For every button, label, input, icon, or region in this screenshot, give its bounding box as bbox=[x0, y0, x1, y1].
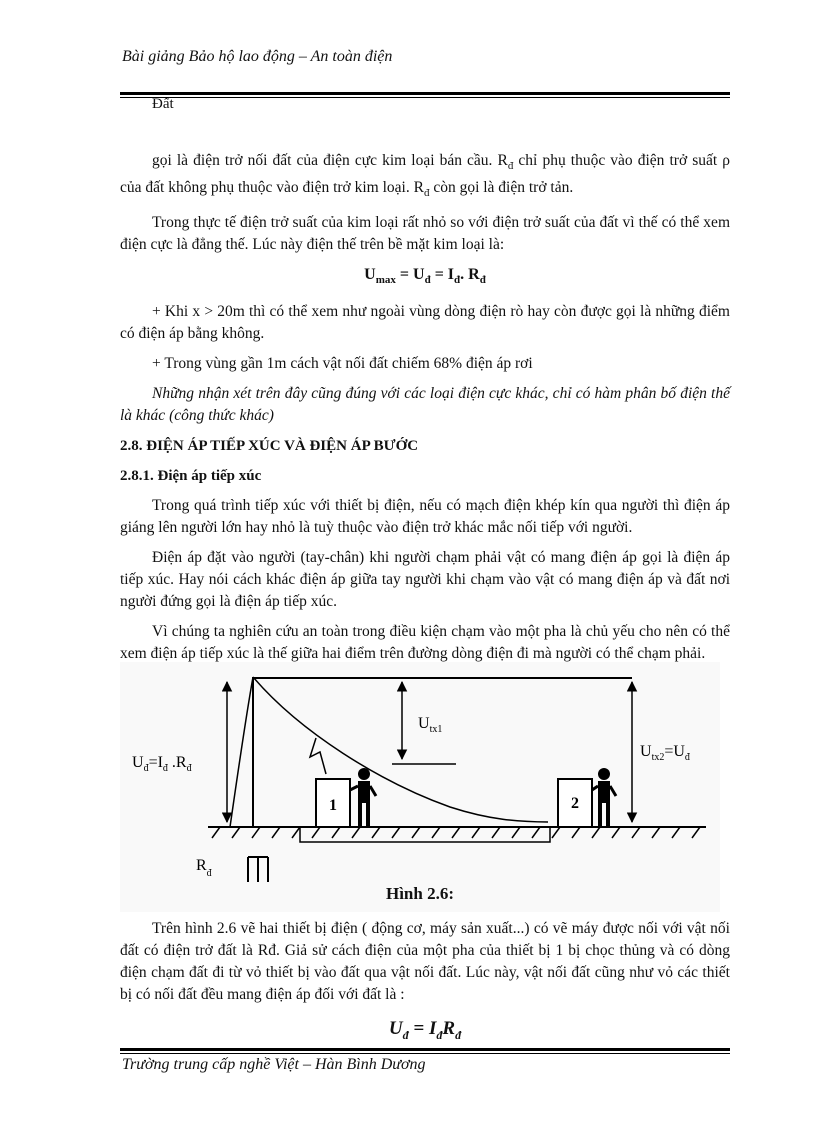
paragraph-8: Vì chúng ta nghiên cứu an toàn trong điều kiện chạm vào một pha là chủ yếu cho nên có thể xem điện áp tiếp xúc là thế giữa hai điểm trên đường dòng điện đi mà người có thể chạm phải. bbox=[120, 623, 730, 663]
page-header: Bài giảng Bảo hộ lao động – An toàn điện bbox=[122, 48, 393, 65]
subsection-heading: 2.8.1. Điện áp tiếp xúc bbox=[120, 468, 262, 485]
ground-electrodes bbox=[248, 857, 268, 882]
figure-diagram bbox=[120, 662, 720, 912]
device-1-label: 1 bbox=[329, 797, 337, 814]
paragraph-5: Những nhận xét trên đây cũng đúng với các loại điện cực khác, chỉ có hàm phân bố điện thế là khác (công thức khác) bbox=[120, 385, 730, 425]
paragraph-3: + Khi x > 20m thì có thể xem như ngoài vùng dòng điện rò hay còn được gọi là những điểm có điện áp bằng không. bbox=[120, 303, 730, 343]
ground-hatching bbox=[212, 827, 700, 838]
section-heading: 2.8. ĐIỆN ÁP TIẾP XÚC VÀ ĐIỆN ÁP BƯỚC bbox=[120, 438, 419, 455]
paragraph-1: gọi là điện trở nối đất của điện cực kim loại bán cầu. $R_đ$ chỉ phụ thuộc vào điện trở suất ρ của đất không phụ thuộc vào điện trở kim loại. $R_đ$ còn gọi là điện trở tản. bbox=[120, 152, 730, 200]
label-utx2: $U_{tx2}=U_đ$ bbox=[640, 743, 690, 763]
paragraph-6: Trong quá trình tiếp xúc với thiết bị điện, nếu có mạch điện khép kín qua người thì điện áp giáng lên người lớn hay nhỏ là tuỳ thuộc vào điện trở khác mắc nối tiếp với người. bbox=[120, 497, 730, 537]
header-rule bbox=[120, 92, 730, 95]
paragraph-9: Trên hình 2.6 vẽ hai thiết bị điện ( động cơ, máy sản xuất...) có vẽ máy được nối với vật nối đất có điện trở đất là Rđ. Giả sử cách điện của một pha của thiết bị 1 bị chọc thủng và có dòng điện chạm đất đi từ vỏ thiết bị vào đất qua vật nối đất. Lúc này, vật nối đất cũng như vỏ các thiết bị có nối đất đều mang điện áp đối với đất là : bbox=[120, 920, 730, 1003]
figure-caption: Hình 2.6: bbox=[385, 884, 455, 903]
label-utx1: $U_{tx1}$ bbox=[418, 715, 443, 735]
footer-rule bbox=[120, 1048, 730, 1051]
main-content-2 bbox=[120, 918, 730, 1014]
formula-umax: $U_{max} = U_đ = I_đ$. $R_đ$ bbox=[364, 266, 486, 287]
label-ud: $U_đ=I_đ$ $.R_đ$ bbox=[132, 754, 192, 774]
figure-2-6 bbox=[120, 662, 720, 912]
main-content bbox=[120, 150, 730, 673]
text-fragment: Đất bbox=[152, 96, 174, 112]
footer-rule-thin bbox=[120, 1053, 730, 1054]
person-1 bbox=[350, 768, 376, 827]
formula-ud: $U_đ = I_đR_đ$ bbox=[388, 1018, 462, 1042]
label-rd: $R_đ$ bbox=[196, 857, 212, 879]
paragraph-4: + Trong vùng gần 1m cách vật nối đất chiếm 68% điện áp rơi bbox=[152, 355, 533, 373]
potential-curve bbox=[230, 677, 548, 827]
header-rule-thin bbox=[120, 97, 730, 98]
paragraph-2: Trong thực tế điện trở suất của kim loại rất nhỏ so với điện trở suất của đất vì thế có thể xem điện cực là đẳng thế. Lúc này điện thế trên bề mặt kim loại là: bbox=[120, 214, 730, 254]
fault-bolt bbox=[310, 738, 326, 774]
device-2-label: 2 bbox=[571, 795, 579, 812]
page-footer: Trường trung cấp nghề Việt – Hàn Bình Dương bbox=[122, 1056, 426, 1073]
person-2 bbox=[592, 768, 616, 827]
paragraph-7: Điện áp đặt vào người (tay-chân) khi người chạm phải vật có mang điện áp gọi là điện áp tiếp xúc. Hay nói cách khác điện áp giữa tay người khi chạm vào vật có mang điện áp và đất nơi người đứng gọi là điện áp tiếp xúc. bbox=[120, 549, 730, 611]
